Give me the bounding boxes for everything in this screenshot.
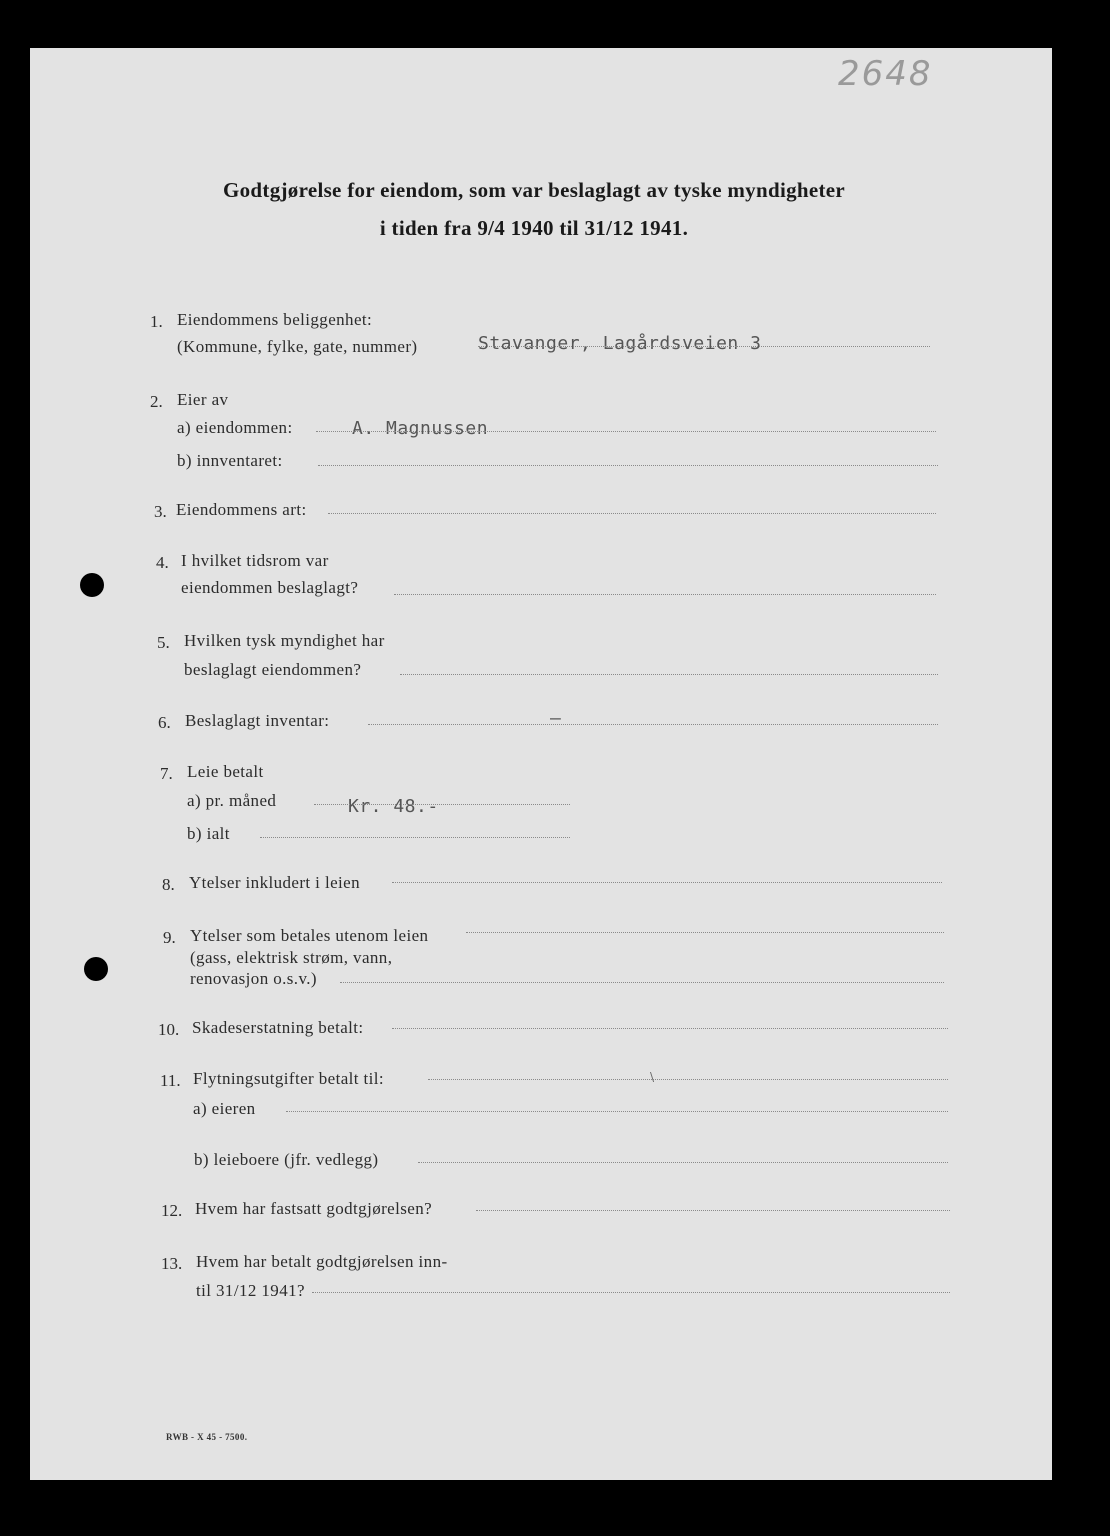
dotted-line [368,724,938,725]
dotted-line [316,431,936,432]
archive-number: 2648 [838,54,933,94]
dotted-line [476,1210,950,1211]
field-label: (Kommune, fylke, gate, nummer) [177,337,418,356]
item-number: 13. [161,1254,183,1273]
field-label: renovasjon o.s.v.) [190,969,317,988]
field-label: eiendommen beslaglagt? [181,578,359,597]
stray-mark: \ [650,1070,655,1084]
print-code: RWB - X 45 - 7500. [166,1432,248,1442]
field-label: Hvem har betalt godtgjørelsen inn- [196,1252,448,1271]
document-page [30,48,1052,1480]
dotted-line [260,837,570,838]
field-label: Eiendommens beliggenhet: [177,310,373,329]
field-label: til 31/12 1941? [196,1281,305,1300]
item-number: 9. [163,928,176,947]
item-number: 6. [158,713,171,732]
item-number: 8. [162,875,175,894]
field-label: b) innventaret: [177,451,283,470]
item-number: 3. [154,502,167,521]
item-number: 5. [157,633,170,652]
field-label: Ytelser som betales utenom leien [190,926,429,945]
dotted-line [286,1111,948,1112]
field-label: a) eieren [193,1099,256,1118]
typed-value: Stavanger, Lagårdsveien 3 [478,333,762,354]
field-label: (gass, elektrisk strøm, vann, [190,948,393,967]
dotted-line [466,932,944,933]
dotted-line [418,1162,948,1163]
dotted-line [392,1028,948,1029]
field-label: a) eiendommen: [177,418,293,437]
dotted-line [478,346,930,347]
item-number: 1. [150,312,163,331]
field-label: Flytningsutgifter betalt til: [193,1069,385,1088]
item-number: 11. [160,1071,181,1090]
field-label: b) leieboere (jfr. vedlegg) [194,1150,379,1169]
field-label: beslaglagt eiendommen? [184,660,362,679]
dotted-line [328,513,936,514]
field-label: I hvilket tidsrom var [181,551,329,570]
item-number: 12. [161,1201,183,1220]
dotted-line [392,882,942,883]
dotted-line [314,804,570,805]
dotted-line [340,982,944,983]
item-number: 7. [160,764,173,783]
field-label: Hvem har fastsatt godtgjørelsen? [195,1199,433,1218]
field-label: Leie betalt [187,762,264,781]
field-label: Eier av [177,390,229,409]
field-label: Beslaglagt inventar: [185,711,330,730]
field-label: Hvilken tysk myndighet har [184,631,385,650]
form-title-line2: i tiden fra 9/4 1940 til 31/12 1941. [379,216,689,240]
dotted-line [428,1079,948,1080]
item-number: 2. [150,392,163,411]
typed-value: A. Magnussen [352,418,489,439]
dotted-line [394,594,936,595]
item-number: 10. [158,1020,180,1039]
field-label: Eiendommens art: [176,500,307,519]
dotted-line [318,465,938,466]
punch-hole [84,957,108,981]
typed-value: Kr. 48.- [348,796,439,817]
field-label: Ytelser inkludert i leien [189,873,360,892]
form-title-line1: Godtgjørelse for eiendom, som var beslaglagt av tyske myndigheter [222,178,846,202]
field-label: Skadeserstatning betalt: [192,1018,364,1037]
punch-hole [80,573,104,597]
item-number: 4. [156,553,169,572]
typed-value: – [550,708,562,729]
dotted-line [312,1292,950,1293]
dotted-line [400,674,938,675]
field-label: a) pr. måned [187,791,277,810]
field-label: b) ialt [187,824,230,843]
